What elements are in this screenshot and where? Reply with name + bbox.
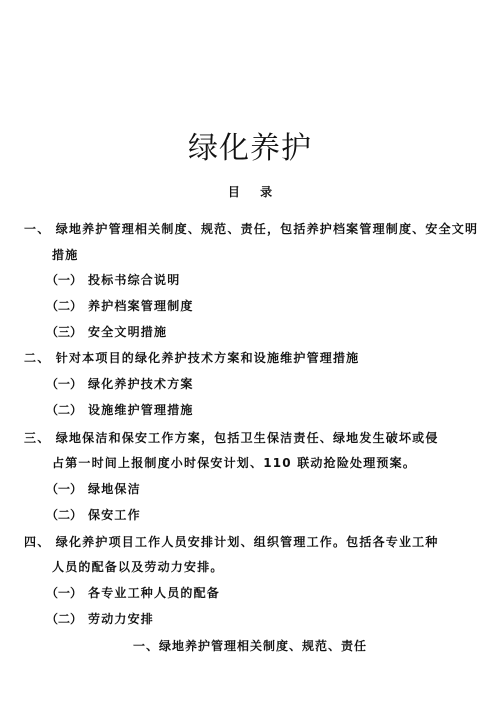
toc-subitem-4-2 [46,609,154,629]
toc-subitem-number: （一） [46,273,83,287]
toc-item-4-continued: 人员的配备以及劳动力安排。 [52,560,224,574]
toc-subitem-1-1 [46,270,180,290]
toc-subitem-2-2 [46,400,194,420]
toc-subitem-number: （三） [46,325,83,339]
toc-subitem-label: 保安工作 [88,508,141,522]
toc-subitem-label: 绿化养护技术方案 [88,377,194,391]
document-title: 绿化养护 [188,131,312,166]
toc-item-4: 四、 绿化养护项目工作人员安排计划、组织管理工作。包括各专业工种 [24,535,439,549]
toc-subitem-number: （二） [46,403,83,417]
section-heading: 一、绿地养护管理相关制度、规范、责任 [132,639,367,653]
toc-subitem-label: 养护档案管理制度 [88,299,194,313]
toc-item-3: 三、 绿地保洁和保安工作方案，包括卫生保洁责任、绿地发生破坏或侵 [24,431,439,445]
toc-subitem-number: （一） [46,586,83,600]
toc-item-1-continued: 措施 [52,248,79,262]
toc-subitem-number: （一） [46,482,83,496]
toc-subitem-label: 投标书综合说明 [88,273,181,287]
toc-subitem-1-3 [46,322,167,342]
toc-subitem-4-1 [46,583,220,603]
toc-heading: 目 录 [227,185,273,199]
toc-subitem-number: （一） [46,377,83,391]
toc-subitem-number: （二） [46,508,83,522]
toc-subitem-2-1 [46,374,194,394]
toc-subitem-label: 设施维护管理措施 [88,403,194,417]
toc-item-1: 一、 绿地养护管理相关制度、规范、责任，包括养护档案管理制度、安全文明 [24,222,479,236]
toc-subitem-number: （二） [46,612,83,626]
toc-subitem-3-2 [46,505,141,525]
toc-subitem-label: 绿地保洁 [88,482,141,496]
toc-subitem-label: 各专业工种人员的配备 [88,586,221,600]
toc-subitem-label: 劳动力安排 [88,612,155,626]
toc-subitem-1-2 [46,296,194,316]
toc-subitem-3-1 [46,479,141,499]
toc-item-2: 二、 针对本项目的绿化养护技术方案和设施维护管理措施 [24,351,360,365]
toc-subitem-label: 安全文明措施 [88,325,168,339]
toc-item-3-continued: 占第一时间上报制度小时保安计划、110 联动抢险处理预案。 [52,456,417,470]
toc-subitem-number: （二） [46,299,83,313]
